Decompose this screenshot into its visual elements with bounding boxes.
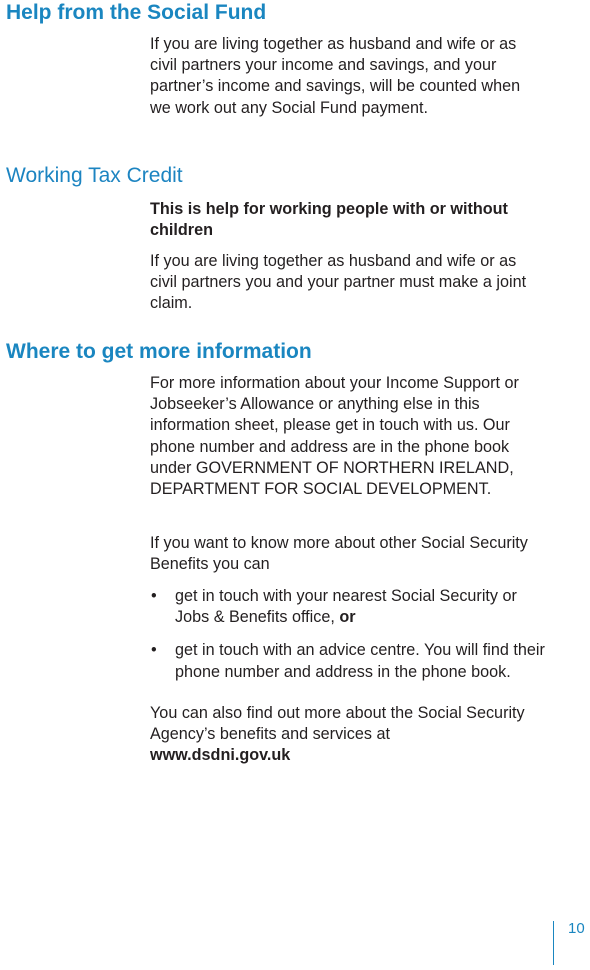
list-item-text: get in touch with an advice centre. You will find their phone number and address in the phone book. bbox=[175, 641, 545, 681]
list-item bbox=[150, 640, 545, 682]
heading-social-fund: Help from the Social Fund bbox=[6, 1, 267, 24]
working-tax-credit-intro: This is help for working people with or without children bbox=[150, 200, 508, 240]
page-number: 10 bbox=[568, 920, 585, 937]
list-item-emphasis: or bbox=[339, 608, 356, 627]
agency-info-text: You can also find out more about the Social Security Agency’s benefits and services at bbox=[150, 704, 525, 744]
heading-more-information: Where to get more information bbox=[6, 340, 312, 363]
ways-to-get-in-touch-list bbox=[150, 586, 545, 695]
social-fund-paragraph: If you are living together as husband and wife or as civil partners your income and savings, and your partner’s income and savings, will be counted when we work out any Social Fund payment. bbox=[150, 35, 521, 117]
working-tax-credit-paragraph: If you are living together as husband and wife or as civil partners you and your partner must make a joint claim. bbox=[150, 252, 527, 313]
other-benefits-paragraph: If you want to know more about other Social Security Benefits you can bbox=[150, 534, 528, 574]
more-information-paragraph: For more information about your Income Support or Jobseeker’s Allowance or anything else in this information sheet, please get in touch with us. Our phone number and address are in the phone book under GOVERNMENT OF NORTHERN IRELAND, DEPARTMENT FOR SOCIAL DEVELOPMENT. bbox=[150, 374, 519, 499]
bullet-icon: • bbox=[151, 587, 157, 605]
agency-info-paragraph bbox=[150, 703, 545, 767]
list-item bbox=[150, 586, 545, 628]
website-link[interactable]: www.dsdni.gov.uk bbox=[150, 746, 291, 765]
list-item-text: get in touch with your nearest Social Security or Jobs & Benefits office, bbox=[175, 587, 517, 627]
heading-working-tax-credit: Working Tax Credit bbox=[6, 164, 183, 187]
bullet-icon: • bbox=[151, 641, 157, 660]
page-number-divider bbox=[553, 921, 554, 965]
